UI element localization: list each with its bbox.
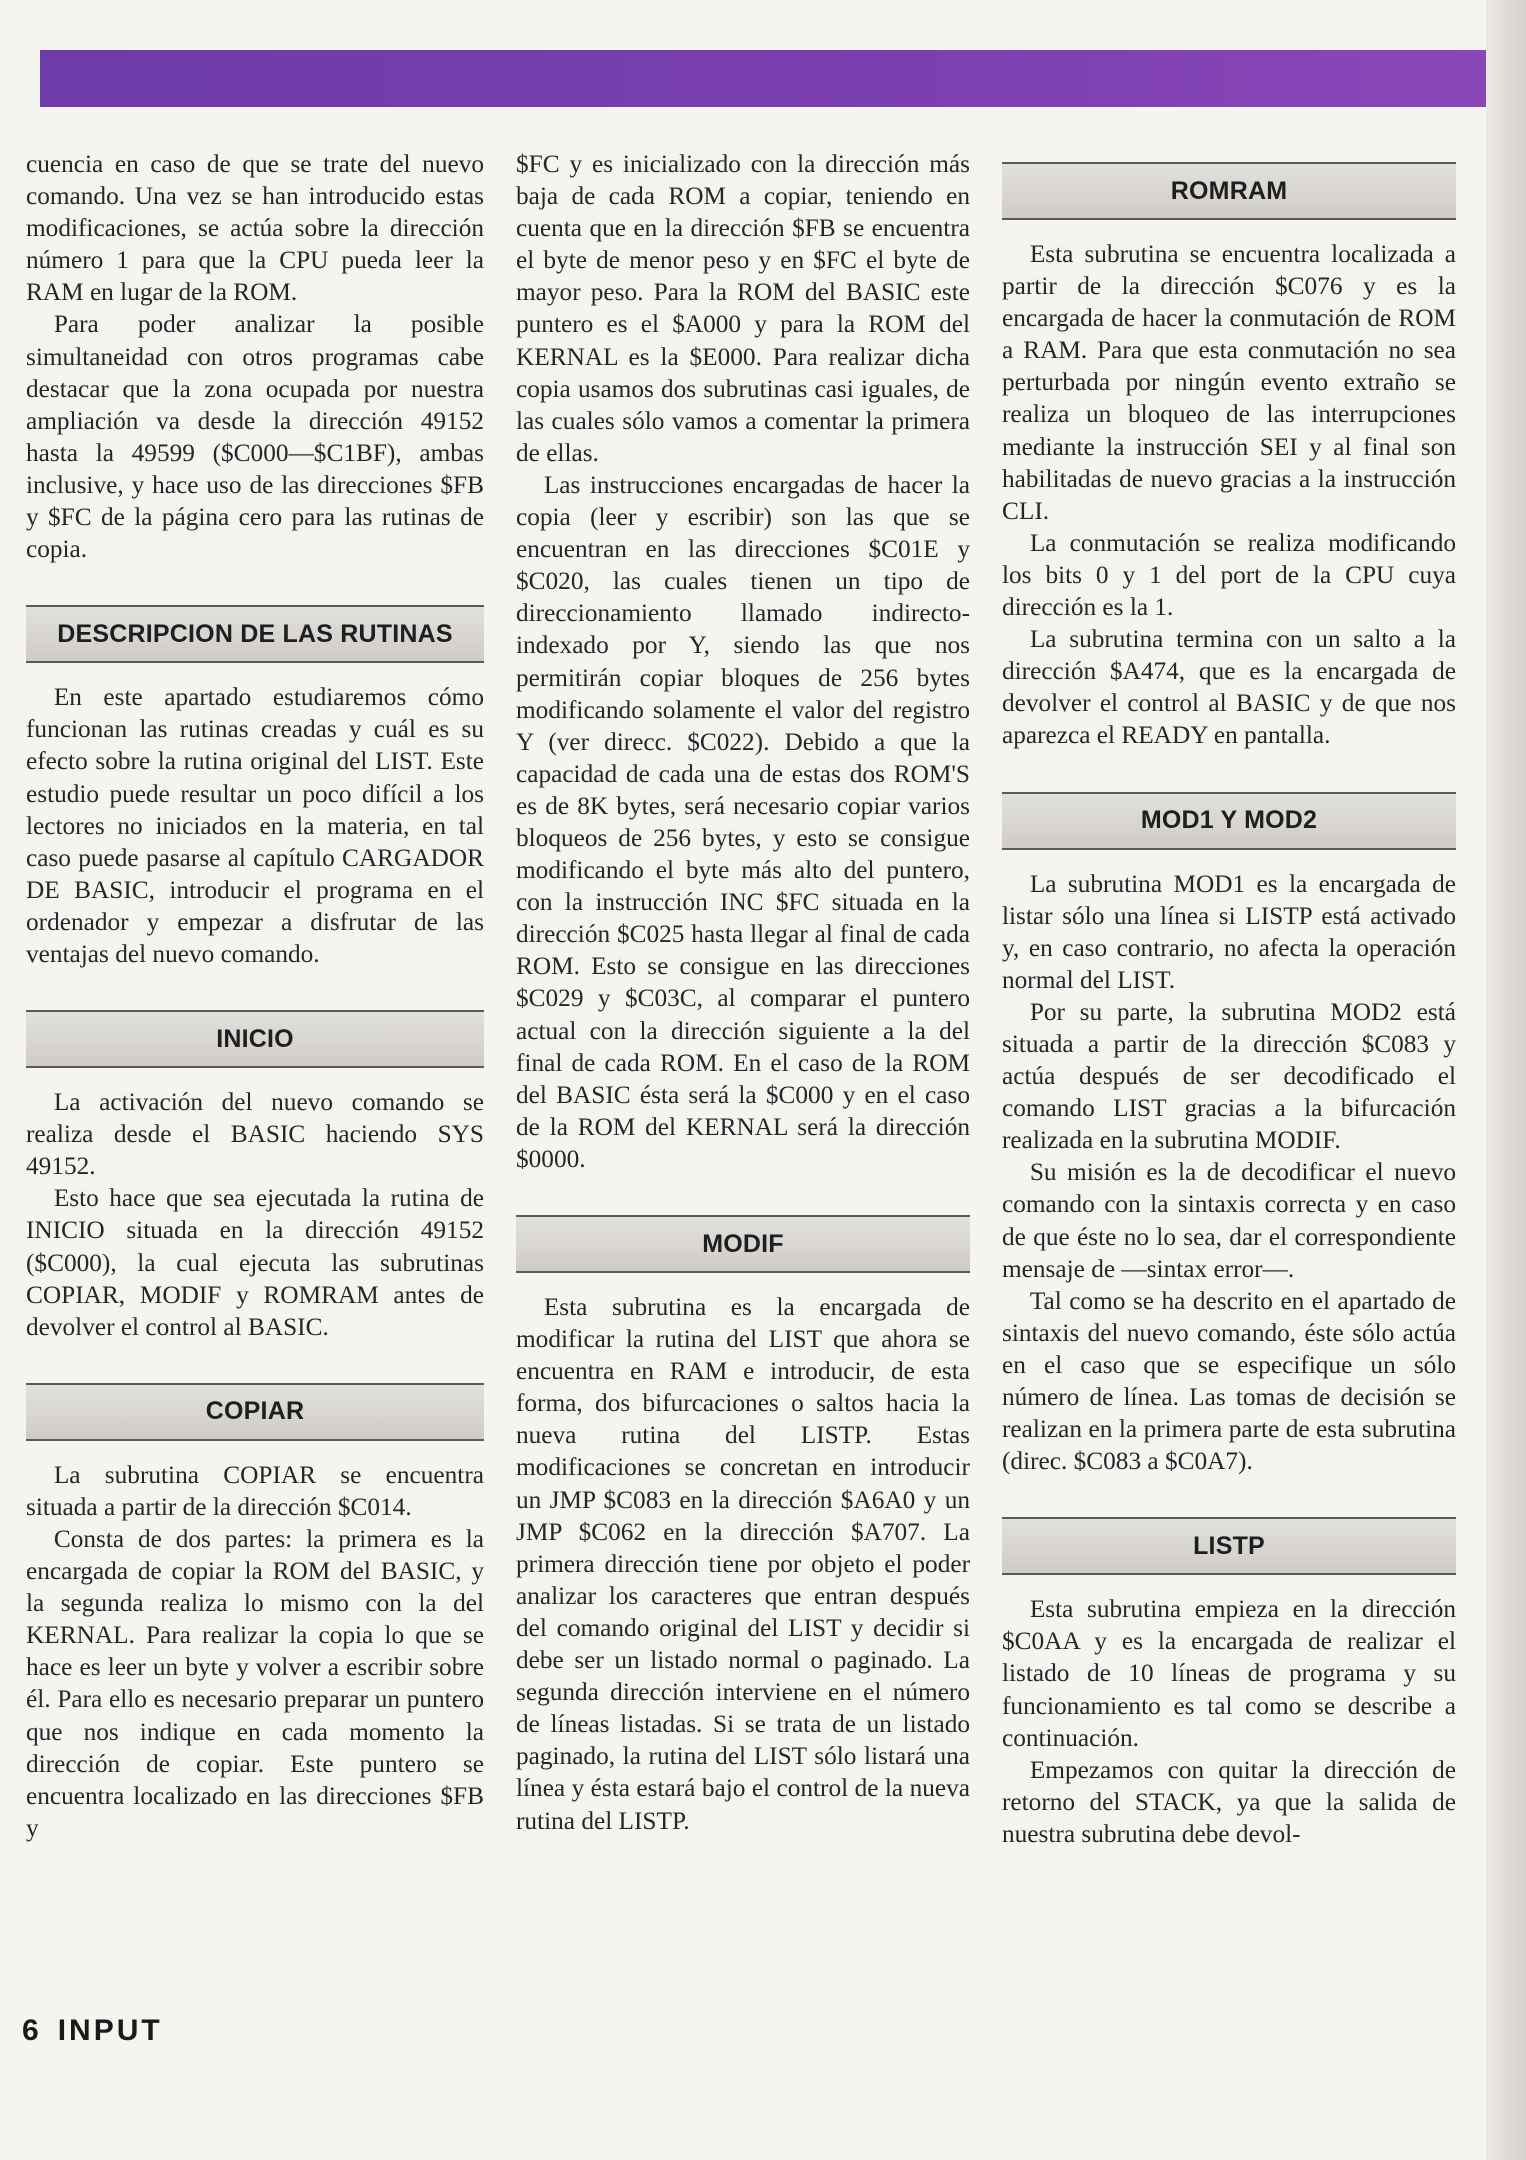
- paragraph-copiar-1: La subrutina COPIAR se encuentra situada a partir de la dirección $C014.: [26, 1460, 484, 1521]
- heading-inicio-label: INICIO: [216, 1024, 294, 1053]
- paragraph-listp-1: Esta subrutina empieza en la dirección $C0AA y es la encargada de realizar el listado de 10 líneas de programa y su funcionamiento es tal como se describe a continuación.: [1002, 1595, 1456, 1752]
- column-1: [26, 148, 484, 2008]
- paragraph-romram-2: La conmutación se realiza modificando los bits 0 y 1 del port de la CPU cuya dirección es la 1.: [1002, 528, 1456, 622]
- top-color-band: [40, 50, 1492, 107]
- column-2: [516, 148, 970, 2008]
- magazine-name: INPUT: [57, 2014, 163, 2047]
- heading-descripcion: [26, 605, 484, 663]
- heading-mod1-mod2-label: MOD1 Y MOD2: [1140, 806, 1318, 834]
- paragraph-mod-3: Su misión es la de decodificar el nuevo comando con la sintaxis correcta y en caso de que éste no lo sea, dar el correspondiente mensaje de —sintax error—.: [1002, 1158, 1456, 1283]
- page-footer: [22, 2014, 163, 2048]
- paragraph-romram-3: La subrutina termina con un salto a la dirección $A474, que es la encargada de devolver el control al BASIC y de que nos aparezca el READY en pantalla.: [1002, 625, 1456, 750]
- paragraph-simultaneidad: Para poder analizar la posible simultaneidad con otros programas cabe destacar que la zona ocupada por nuestra ampliación va desde la dirección 49152 hasta la 49599 ($C000—$C1BF), ambas inclusive, y hace uso de las direcciones $FB y $FC de la página cero para las rutinas de copia.: [26, 310, 484, 564]
- paragraph-descripcion: En este apartado estudiaremos cómo funcionan las rutinas creadas y cuál es su efecto sobre la rutina original del LIST. Este estudio puede resultar un poco difícil a los lectores no iniciados en la materia, en tal caso puede pasarse al capítulo CARGADOR DE BASIC, introducir el programa en el ordenador y empezar a disfrutar de las ventajas del nuevo comando.: [26, 683, 484, 968]
- paragraph-mod-4: Tal como se ha descrito en el apartado de sintaxis del nuevo comando, éste sólo actúa en el caso que se especifique un sólo número de línea. Las tomas de decisión se realizan en la primera parte de esta subrutina (direc. $C083 a $C0A7).: [1002, 1286, 1456, 1476]
- paragraph-listp-2: Empezamos con quitar la dirección de retorno del STACK, ya que la salida de nuestra subrutina debe devol-: [1002, 1755, 1456, 1848]
- paragraph-puntero: $FC y es inicializado con la dirección más baja de cada ROM a copiar, teniendo en cuenta que en la dirección $FB se encuentra el byte de menor peso y en $FC el byte de mayor peso. Para la ROM del BASIC este puntero es el $A000 y para la ROM del KERNAL es la $E000. Para realizar dicha copia usamos dos subrutinas casi iguales, de las cuales sólo vamos a comentar la primera de ellas.: [516, 150, 970, 467]
- paragraph-mod-2: Por su parte, la subrutina MOD2 está situada a partir de la dirección $C083 y actúa después de ser decodificado el comando LIST gracias a la bifurcación realizada en la subrutina MODIF.: [1002, 997, 1456, 1155]
- heading-modif-label: MODIF: [702, 1229, 784, 1258]
- paragraph-romram-1: Esta subrutina se encuentra localizada a partir de la dirección $C076 y es la encargada de hacer la conmutación de ROM a RAM. Para que esta conmutación no sea perturbada por ningún evento extraño se realiza un bloqueo de las interrupciones mediante la instrucción SEI y al final son habilitadas de nuevo gracias a la instrucción CLI.: [1002, 240, 1456, 525]
- heading-inicio: [26, 1010, 484, 1068]
- heading-copiar-label: COPIAR: [205, 1397, 305, 1426]
- paragraph-inicio-1: La activación del nuevo comando se realiza desde el BASIC haciendo SYS 49152.: [26, 1088, 484, 1181]
- paragraph-copiar-2: Consta de dos partes: la primera es la encargada de copiar la ROM del BASIC, y la segunda realiza lo mismo con la del KERNAL. Para realizar la copia lo que se hace es leer un byte y volver a escribir sobre él. Para ello es necesario preparar un puntero que nos indique en cada momento la dirección de copiar. Este puntero se encuentra localizado en las direcciones $FB y: [26, 1525, 484, 1842]
- page-number: 6: [22, 2014, 42, 2047]
- paragraph-mod-1: La subrutina MOD1 es la encargada de listar sólo una línea si LISTP está activado y, en caso contrario, no afecta la operación normal del LIST.: [1002, 869, 1456, 994]
- heading-descripcion-label: DESCRIPCION DE LAS RUTINAS: [57, 619, 453, 648]
- heading-mod1-mod2: [1002, 792, 1456, 850]
- paragraph-instrucciones: Las instrucciones encargadas de hacer la copia (leer y escribir) son las que se encuentran en las direcciones $C01E y $C020, las cuales tienen un tipo de direccionamiento llamado indirecto-indexado por Y, siendo las que nos permitirán copiar bloques de 256 bytes modificando solamente el valor del registro Y (ver direcc. $C022). Debido a que la capacidad de cada una de estas dos ROM'S es de 8K bytes, será necesario copiar varios bloqueos de 256 bytes, y esto se consigue modificando el byte más alto del puntero, con la instrucción INC $FC situada en la dirección $C025 hasta llegar al final de cada ROM. Esto se consigue en las direcciones $C029 y $C03C, al comparar el puntero actual con la dirección siguiente a la del final de cada ROM. En el caso de la ROM del BASIC ésta será la $C000 y en el caso de la ROM del KERNAL será la dirección $0000.: [516, 470, 970, 1173]
- heading-modif: [516, 1215, 970, 1273]
- heading-listp-label: LISTP: [1193, 1531, 1265, 1560]
- heading-romram: [1002, 162, 1456, 220]
- paragraph-intro: cuencia en caso de que se trate del nuevo comando. Una vez se han introducido estas modificaciones, se actúa sobre la dirección número 1 para que la CPU pueda leer la RAM en lugar de la ROM.: [26, 150, 484, 307]
- paragraph-inicio-2: Esto hace que sea ejecutada la rutina de INICIO situada en la dirección 49152 ($C000), la cual ejecuta las subrutinas COPIAR, MODIF y ROMRAM antes de devolver el control al BASIC.: [26, 1184, 484, 1341]
- column-3: [1002, 148, 1456, 2008]
- heading-copiar: [26, 1383, 484, 1441]
- heading-listp: [1002, 1517, 1456, 1575]
- heading-romram-label: ROMRAM: [1170, 176, 1288, 205]
- paragraph-modif: Esta subrutina es la encargada de modificar la rutina del LIST que ahora se encuentra en RAM e introducir, de esta forma, dos bifurcaciones o saltos hacia la nueva rutina del LISTP. Estas modificaciones se concretan en introducir un JMP $C083 en la dirección $A6A0 y un JMP $C062 en la dirección $A707. La primera dirección tiene por objeto el poder analizar los caracteres que entran después del comando original del LIST y decidir si debe ser un listado normal o paginado. La segunda dirección interviene en el número de líneas listadas. Si se trata de un listado paginado, la rutina del LIST sólo listará una línea y ésta estará bajo el control de la nueva rutina del LISTP.: [516, 1293, 970, 1835]
- page-edge-shadow: [1486, 0, 1526, 2160]
